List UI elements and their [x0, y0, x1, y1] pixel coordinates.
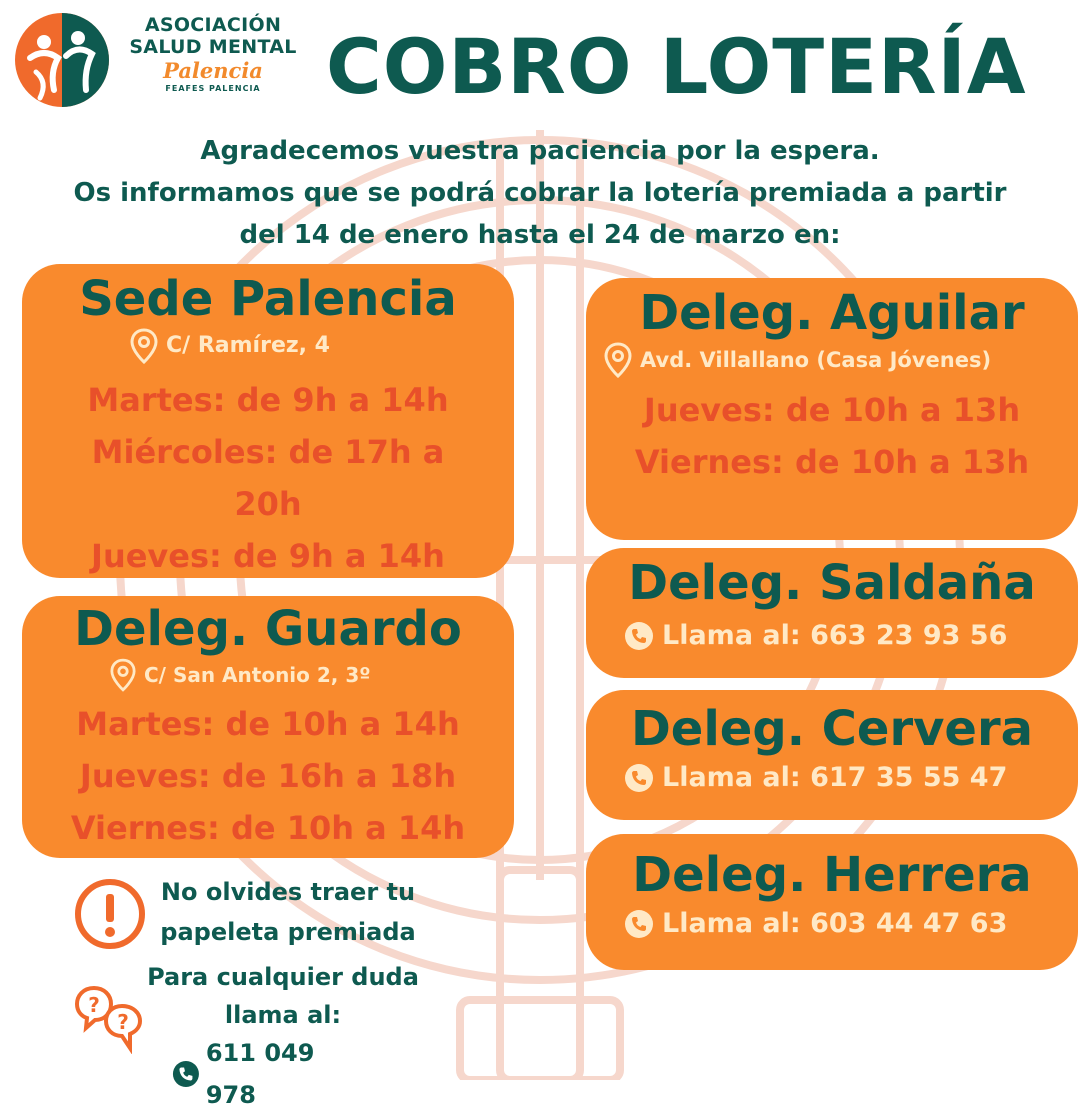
page-title: COBRO LOTERÍA: [326, 22, 1027, 111]
intro-line1: Agradecemos vuestra paciencia por la espera.: [200, 136, 880, 166]
deleg-saldana-card: [586, 548, 1078, 678]
deleg-aguilar-card: [586, 278, 1078, 540]
svg-text:?: ?: [88, 993, 100, 1017]
phone-icon: [624, 909, 654, 939]
card-title: Deleg. Aguilar: [639, 285, 1025, 341]
schedule-line: 20h: [234, 485, 302, 523]
phone-icon: [172, 1060, 200, 1088]
reminder-line1: No olvides traer tu: [160, 878, 416, 906]
card-address: [22, 328, 514, 364]
phone-icon: [624, 763, 654, 793]
card-title: Deleg. Guardo: [74, 601, 462, 657]
deleg-cervera-card: [586, 690, 1078, 820]
deleg-guardo-card: [22, 596, 514, 858]
address-text: C/ San Antonio 2, 3º: [144, 663, 371, 687]
association-logo: [14, 12, 110, 108]
svg-text:?: ?: [117, 1010, 129, 1034]
card-address: [586, 342, 1078, 378]
schedule-line: Martes: de 10h a 14h: [76, 705, 460, 743]
card-title: Deleg. Herrera: [632, 847, 1032, 903]
org-line3: Palencia: [163, 58, 263, 83]
contact-line1: Para cualquier duda: [147, 963, 419, 991]
phone-text: Llama al: 603 44 47 63: [662, 908, 1008, 939]
contact-line2: llama al:: [224, 1001, 342, 1029]
card-address: [22, 658, 514, 692]
card-title: Sede Palencia: [79, 271, 457, 327]
schedule-line: Miércoles: de 17h a: [91, 433, 445, 471]
card-phone: [586, 906, 1078, 942]
reminder-line2: papeleta premiada: [160, 918, 416, 946]
intro-line3: del 14 de enero hasta el 24 de marzo en:: [239, 220, 841, 250]
intro-text: [0, 130, 1080, 256]
phone-text: Llama al: 663 23 93 56: [662, 620, 1008, 651]
org-line2: SALUD MENTAL: [129, 36, 297, 58]
location-pin-icon: [604, 342, 632, 378]
location-pin-icon: [110, 658, 136, 692]
organization-name: [118, 14, 308, 94]
schedule-line: Viernes: de 10h a 13h: [634, 443, 1030, 481]
org-line1: ASOCIACIÓN: [144, 14, 282, 36]
contact-text: [138, 958, 428, 1034]
contact-phone-number: 611 049 978: [205, 1039, 315, 1109]
schedule-line: Jueves: de 9h a 14h: [91, 537, 445, 575]
location-pin-icon: [130, 328, 158, 364]
reminder-text: [138, 872, 438, 952]
card-title: Deleg. Saldaña: [628, 555, 1036, 611]
phone-icon: [624, 621, 654, 651]
sede-palencia-card: [22, 264, 514, 578]
phone-text: Llama al: 617 35 55 47: [662, 762, 1008, 793]
deleg-herrera-card: [586, 834, 1078, 970]
schedule-line: Martes: de 9h a 14h: [87, 381, 449, 419]
contact-phone: [172, 1032, 372, 1116]
schedule-line: Viernes: de 10h a 14h: [70, 809, 466, 847]
question-bubbles-icon: [74, 984, 146, 1054]
exclamation-icon: [74, 878, 146, 950]
address-text: C/ Ramírez, 4: [166, 333, 330, 358]
card-title: Deleg. Cervera: [630, 701, 1034, 757]
schedule-line: Jueves: de 10h a 13h: [643, 391, 1021, 429]
address-text: Avd. Villallano (Casa Jóvenes): [640, 348, 992, 372]
intro-line2: Os informamos que se podrá cobrar la lotería premiada a partir: [73, 178, 1007, 208]
schedule-line: Jueves: de 16h a 18h: [79, 757, 457, 795]
org-line4: FEAFES PALENCIA: [165, 84, 261, 93]
card-phone: [586, 760, 1078, 796]
card-phone: [586, 618, 1078, 654]
